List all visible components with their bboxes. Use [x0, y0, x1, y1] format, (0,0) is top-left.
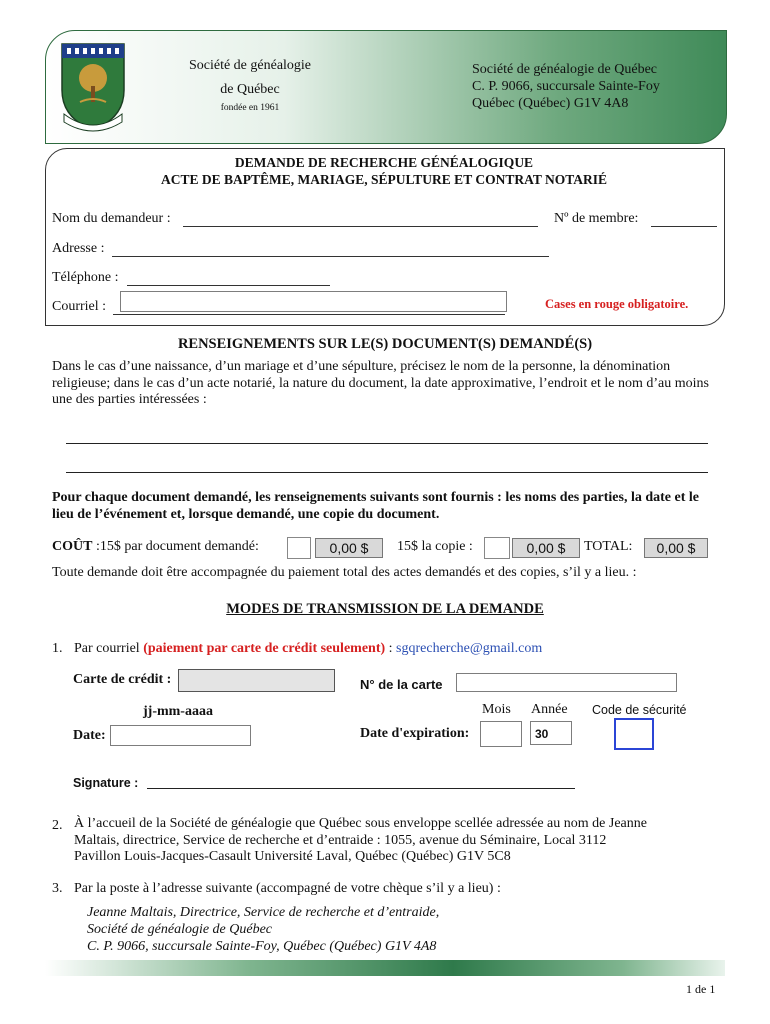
copy-label: 15$ la copie : — [397, 539, 473, 554]
security-code-label: Code de sécurité — [592, 703, 687, 717]
doc-quantity-input[interactable] — [287, 537, 311, 559]
document-details-line-1[interactable] — [66, 443, 708, 444]
transmission-heading: MODES DE TRANSMISSION DE LA DEMANDE — [226, 601, 544, 617]
email-input[interactable] — [120, 291, 507, 312]
option3-number: 3. — [52, 881, 63, 896]
credit-card-label: Carte de crédit : — [73, 672, 172, 687]
signature-line[interactable] — [147, 788, 575, 789]
mail-address-line3: C. P. 9066, succursale Sainte-Foy, Québec (Québec) G1V 4A8 — [87, 939, 437, 954]
expiry-month-input[interactable] — [480, 721, 522, 747]
org-address-line1: Société de généalogie de Québec — [472, 62, 658, 77]
copy-amount: 0,00 $ — [512, 538, 580, 558]
page-number: 1 de 1 — [686, 982, 716, 996]
member-number-field[interactable] — [651, 212, 717, 227]
year-label: Année — [531, 702, 568, 717]
cost-per-doc-label: :15$ par document demandé: — [96, 539, 259, 554]
phone-label: Téléphone : — [52, 270, 119, 285]
name-label: Nom du demandeur : — [52, 211, 171, 226]
option1-sep: : — [385, 641, 397, 656]
option1-line — [74, 641, 542, 657]
org-address-line2: C. P. 9066, succursale Sainte-Foy — [472, 79, 660, 94]
org-address-line3: Québec (Québec) G1V 4A8 — [472, 96, 629, 111]
option1-red-note: (paiement par carte de crédit seulement) — [143, 641, 386, 656]
form-subtitle: ACTE DE BAPTÊME, MARIAGE, SÉPULTURE ET CONTRAT NOTARIÉ — [161, 172, 607, 187]
option2-number: 2. — [52, 818, 63, 833]
option3-text: Par la poste à l’adresse suivante (accompagné de votre chèque s’il y a lieu) : — [74, 881, 501, 896]
date-label: Date: — [73, 728, 106, 743]
mail-address-line1: Jeanne Maltais, Directrice, Service de recherche et d’entraide, — [87, 905, 440, 920]
card-number-label: N° de la carte — [360, 677, 443, 692]
address-label: Adresse : — [52, 241, 105, 256]
option1-number: 1. — [52, 641, 63, 656]
option1-text: Par courriel — [74, 641, 140, 656]
document-details-line-2[interactable] — [66, 472, 708, 473]
org-name-line1: Société de généalogie — [188, 58, 312, 73]
member-label: Nº de membre: — [554, 211, 639, 226]
address-field[interactable] — [112, 242, 549, 257]
expiry-year-input[interactable]: 30 — [530, 721, 572, 745]
security-code-input[interactable] — [614, 718, 654, 750]
expiry-label: Date d'expiration: — [360, 726, 470, 741]
documents-instructions: Dans le cas d’une naissance, d’un mariage et d’une sépulture, précisez le nom de la personne, la dénomination religieuse; dans le cas d’un acte notarié, la nature du document, la date approximative, l’endroit et le nom d’au moins une des parties intéressées : — [52, 359, 709, 407]
mail-address-line2: Société de généalogie de Québec — [87, 922, 273, 937]
documents-heading: RENSEIGNEMENTS SUR LE(S) DOCUMENT(S) DEMANDÉ(S) — [177, 336, 593, 352]
payment-note: Toute demande doit être accompagnée du paiement total des actes demandés et des copies, s’il y a lieu. : — [52, 565, 637, 580]
card-number-input[interactable] — [456, 673, 677, 692]
society-crest-logo — [58, 40, 128, 136]
founded-text: fondée en 1961 — [220, 103, 280, 113]
month-label: Mois — [482, 702, 511, 717]
total-amount: 0,00 $ — [644, 538, 708, 558]
signature-label: Signature : — [73, 776, 139, 790]
date-input[interactable] — [110, 725, 251, 746]
org-name-line2: de Québec — [220, 82, 280, 97]
required-note: Cases en rouge obligatoire. — [545, 297, 689, 311]
name-field[interactable] — [183, 212, 538, 227]
option1-email-link[interactable]: sgqrecherche@gmail.com — [396, 641, 543, 656]
provided-info-text: Pour chaque document demandé, les renseignements suivants sont fournis : les noms des parties, la date et le lieu de l’événement et, lorsque demandé, une copie du document. — [52, 490, 699, 522]
date-format-hint: jj-mm-aaaa — [143, 704, 213, 719]
doc-amount: 0,00 $ — [315, 538, 383, 558]
form-title: DEMANDE DE RECHERCHE GÉNÉALOGIQUE — [234, 155, 534, 170]
email-label: Courriel : — [52, 299, 107, 314]
cost-label: COÛT — [52, 539, 93, 554]
footer-bar — [45, 960, 725, 976]
phone-field[interactable] — [127, 271, 330, 286]
copy-quantity-input[interactable] — [484, 537, 510, 559]
option2-text: À l’accueil de la Société de généalogie que Québec sous enveloppe scellée adressée au nom de Jeanne Maltais, directrice, Service de recherche et d’entraide : 1055, avenue du Séminaire, Local 3112 Pavillon Louis-Jacques-Casault Université Laval, Québec (Québec) G1V 5C8 — [74, 816, 647, 864]
total-label: TOTAL: — [584, 539, 633, 554]
credit-card-select[interactable] — [178, 669, 335, 692]
